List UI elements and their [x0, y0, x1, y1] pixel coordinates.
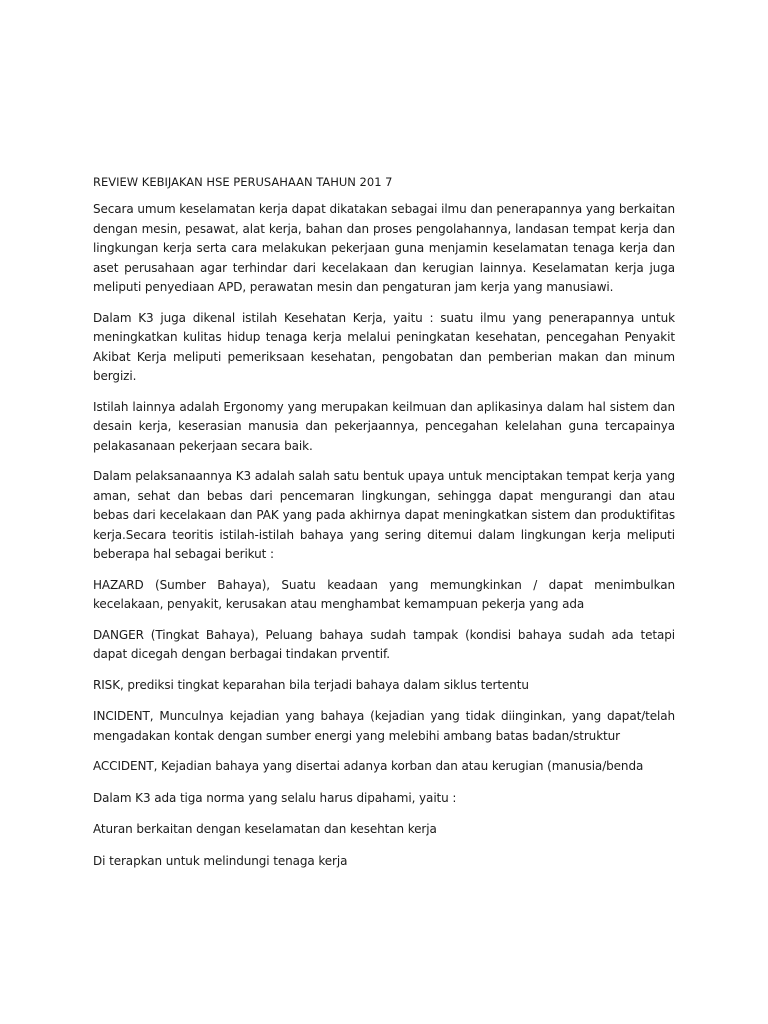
paragraph-incident: INCIDENT, Munculnya kejadian yang bahaya (kejadian yang tidak diinginkan, yang dapat/telah mengadakan kontak dengan sumber energi yang melebihi ambang batas badan/struktur: [93, 709, 675, 743]
paragraph-implementation: Dalam pelaksanaannya K3 adalah salah satu bentuk upaya untuk menciptakan tempat kerja yang aman, sehat dan bebas dari pencemaran lingkungan, sehingga dapat mengurangi dan atau bebas dari kecelakaan dan PAK yang pada akhirnya dapat meningkatkan sistem dan produktifitas kerja.Secara teoritis istilah-istilah bahaya yang sering ditemui dalam lingkungan kerja meliputi beberapa hal sebagai berikut :: [93, 469, 675, 561]
paragraph-norms: Dalam K3 ada tiga norma yang selalu harus dipahami, yaitu :: [93, 790, 457, 805]
paragraph-hazard: HAZARD (Sumber Bahaya), Suatu keadaan yang memungkinkan / dapat menimbulkan kecelakaan, penyakit, kerusakan atau menghambat kemampuan pekerja yang ada: [93, 577, 675, 611]
paragraph-ergonomy: Istilah lainnya adalah Ergonomy yang merupakan keilmuan dan aplikasinya dalam hal sistem dan desain kerja, keserasian manusia dan pekerjaannya, pencegahan kelelahan guna tercapainya pelakasanaan pekerjaan secara baik.: [93, 399, 675, 453]
paragraph-accident: ACCIDENT, Kejadian bahaya yang disertai adanya korban dan atau kerugian (manusia/benda: [93, 759, 644, 773]
paragraph-safety-definition: Secara umum keselamatan kerja dapat dikatakan sebagai ilmu dan penerapannya yang berkaitan dengan mesin, pesawat, alat kerja, bahan dan proses pengolahannya, landasan tempat kerja dan lingkungan kerja serta cara melakukan pekerjaan guna menjamin keselamatan tenaga kerja dan aset perusahaan agar terhindar dari kecelakaan dan kerugian lainnya. Keselamatan kerja juga meliputi penyediaan APD, perawatan mesin dan pengaturan jam kerja yang manusiawi.: [93, 202, 675, 294]
paragraph-risk: RISK, prediksi tingkat keparahan bila terjadi bahaya dalam siklus tertentu: [93, 677, 529, 692]
document-title: REVIEW KEBIJAKAN HSE PERUSAHAAN TAHUN 201 7: [93, 175, 393, 189]
document-page: [93, 173, 675, 883]
paragraph-danger: DANGER (Tingkat Bahaya), Peluang bahaya sudah tampak (kondisi bahaya sudah ada tetapi dapat dicegah dengan berbagai tindakan prventif.: [93, 627, 675, 661]
paragraph-rules: Aturan berkaitan dengan keselamatan dan kesehtan kerja: [93, 822, 437, 836]
paragraph-protection: Di terapkan untuk melindungi tenaga kerja: [93, 853, 348, 868]
paragraph-health: Dalam K3 juga dikenal istilah Kesehatan Kerja, yaitu : suatu ilmu yang penerapannya untuk meningkatkan kulitas hidup tenaga kerja melalui peningkatan kesehatan, pencegahan Penyakit Akibat Kerja meliputi pemeriksaan kesehatan, pengobatan dan pemberian makan dan minum bergizi.: [93, 310, 675, 383]
